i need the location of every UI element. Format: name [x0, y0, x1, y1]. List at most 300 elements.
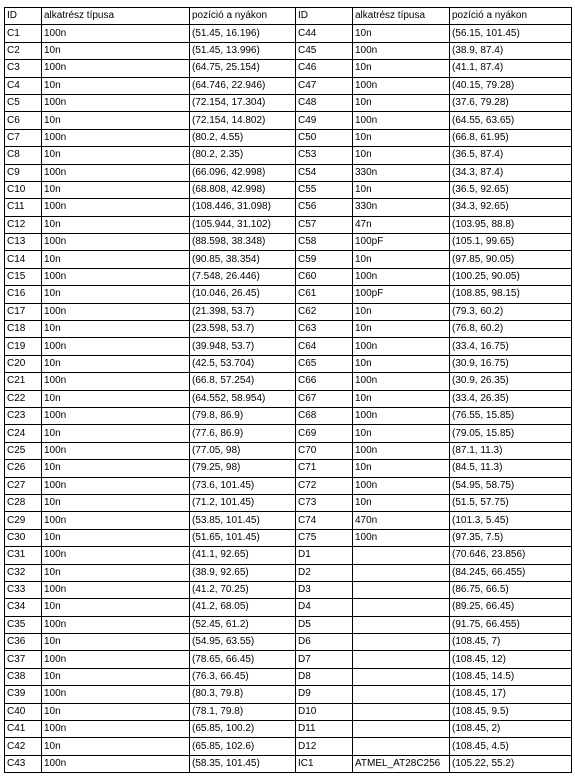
- cell-type: 10n: [353, 129, 450, 146]
- cell-type: 10n: [42, 251, 190, 268]
- cell-id: C2: [5, 42, 42, 59]
- cell-id: C69: [296, 425, 353, 442]
- cell-position: (80.2, 4.55): [190, 129, 296, 146]
- cell-id: C33: [5, 581, 42, 598]
- cell-type: 100n: [42, 442, 190, 459]
- cell-id: C61: [296, 286, 353, 303]
- cell-type: 100n: [42, 94, 190, 111]
- cell-position: (105.1, 99.65): [450, 234, 572, 251]
- cell-type: ATMEL_AT28C256: [353, 755, 450, 772]
- cell-position: (41.1, 87.4): [450, 60, 572, 77]
- cell-type: 100n: [42, 477, 190, 494]
- table-row: [5, 338, 572, 355]
- cell-position: (105.22, 55.2): [450, 755, 572, 772]
- cell-id: D2: [296, 564, 353, 581]
- cell-type: [353, 686, 450, 703]
- cell-position: (70.646, 23.856): [450, 547, 572, 564]
- table-row: [5, 303, 572, 320]
- table-body: [5, 25, 572, 773]
- cell-type: 10n: [353, 147, 450, 164]
- cell-type: 10n: [353, 25, 450, 42]
- cell-id: C44: [296, 25, 353, 42]
- cell-id: C38: [5, 668, 42, 685]
- table-row: [5, 651, 572, 668]
- table-row: [5, 129, 572, 146]
- cell-position: (66.096, 42.998): [190, 164, 296, 181]
- cell-position: (64.552, 58.954): [190, 390, 296, 407]
- cell-position: (88.598, 38.348): [190, 234, 296, 251]
- cell-id: D8: [296, 668, 353, 685]
- cell-id: C4: [5, 77, 42, 94]
- cell-position: (23.598, 53.7): [190, 321, 296, 338]
- cell-id: C25: [5, 442, 42, 459]
- cell-type: 100n: [353, 407, 450, 424]
- cell-type: 10n: [353, 494, 450, 511]
- cell-position: (108.85, 98.15): [450, 286, 572, 303]
- cell-id: C24: [5, 425, 42, 442]
- header-id-left: ID: [5, 8, 42, 25]
- cell-position: (97.35, 7.5): [450, 529, 572, 546]
- cell-position: (86.75, 66.5): [450, 581, 572, 598]
- cell-type: 10n: [353, 355, 450, 372]
- cell-position: (108.45, 7): [450, 634, 572, 651]
- cell-type: 100n: [353, 477, 450, 494]
- cell-id: C27: [5, 477, 42, 494]
- table-row: [5, 686, 572, 703]
- table-row: [5, 42, 572, 59]
- table-row: [5, 425, 572, 442]
- cell-type: 470n: [353, 512, 450, 529]
- cell-id: C65: [296, 355, 353, 372]
- cell-id: C21: [5, 373, 42, 390]
- cell-position: (77.6, 86.9): [190, 425, 296, 442]
- cell-position: (51.65, 101.45): [190, 529, 296, 546]
- cell-type: 10n: [353, 60, 450, 77]
- cell-type: 330n: [353, 164, 450, 181]
- cell-type: [353, 703, 450, 720]
- cell-id: C5: [5, 94, 42, 111]
- cell-id: C71: [296, 460, 353, 477]
- table-row: [5, 703, 572, 720]
- cell-type: 10n: [42, 42, 190, 59]
- document-page: [4, 7, 571, 773]
- cell-type: [353, 721, 450, 738]
- cell-id: C63: [296, 321, 353, 338]
- cell-position: (90.85, 38.354): [190, 251, 296, 268]
- cell-type: 100n: [42, 407, 190, 424]
- cell-id: C46: [296, 60, 353, 77]
- cell-id: C49: [296, 112, 353, 129]
- cell-id: C3: [5, 60, 42, 77]
- cell-type: 100pF: [353, 286, 450, 303]
- cell-id: C12: [5, 216, 42, 233]
- cell-position: (77.05, 98): [190, 442, 296, 459]
- cell-position: (79.3, 60.2): [450, 303, 572, 320]
- cell-id: C66: [296, 373, 353, 390]
- cell-id: C18: [5, 321, 42, 338]
- header-position-left: pozíció a nyákon: [190, 8, 296, 25]
- cell-type: 10n: [42, 460, 190, 477]
- cell-position: (65.85, 100.2): [190, 721, 296, 738]
- cell-position: (65.85, 102.6): [190, 738, 296, 755]
- cell-position: (58.35, 101.45): [190, 755, 296, 772]
- cell-type: 10n: [353, 94, 450, 111]
- cell-position: (33.4, 26.35): [450, 390, 572, 407]
- cell-id: C6: [5, 112, 42, 129]
- cell-id: C34: [5, 599, 42, 616]
- cell-id: C13: [5, 234, 42, 251]
- cell-id: C19: [5, 338, 42, 355]
- cell-position: (21.398, 53.7): [190, 303, 296, 320]
- cell-id: C56: [296, 199, 353, 216]
- cell-type: [353, 564, 450, 581]
- table-row: [5, 321, 572, 338]
- cell-type: 10n: [42, 286, 190, 303]
- cell-position: (76.3, 66.45): [190, 668, 296, 685]
- cell-id: C64: [296, 338, 353, 355]
- cell-id: C32: [5, 564, 42, 581]
- cell-id: C55: [296, 181, 353, 198]
- cell-id: D9: [296, 686, 353, 703]
- cell-id: C43: [5, 755, 42, 772]
- cell-id: C53: [296, 147, 353, 164]
- cell-position: (34.3, 87.4): [450, 164, 572, 181]
- cell-position: (54.95, 63.55): [190, 634, 296, 651]
- cell-type: 100n: [42, 268, 190, 285]
- cell-type: [353, 738, 450, 755]
- table-row: [5, 164, 572, 181]
- cell-position: (87.1, 11.3): [450, 442, 572, 459]
- table-row: [5, 634, 572, 651]
- cell-position: (41.1, 92.65): [190, 547, 296, 564]
- cell-position: (38.9, 92.65): [190, 564, 296, 581]
- cell-type: 10n: [353, 425, 450, 442]
- cell-type: 100n: [42, 755, 190, 772]
- cell-type: [353, 634, 450, 651]
- table-row: [5, 581, 572, 598]
- cell-id: C58: [296, 234, 353, 251]
- cell-position: (71.2, 101.45): [190, 494, 296, 511]
- table-row: [5, 529, 572, 546]
- cell-id: C1: [5, 25, 42, 42]
- cell-position: (79.25, 98): [190, 460, 296, 477]
- cell-type: 10n: [42, 147, 190, 164]
- cell-id: C22: [5, 390, 42, 407]
- cell-position: (34.3, 92.65): [450, 199, 572, 216]
- cell-type: [353, 547, 450, 564]
- cell-position: (68.808, 42.998): [190, 181, 296, 198]
- cell-type: 100n: [353, 112, 450, 129]
- cell-id: C74: [296, 512, 353, 529]
- cell-type: 100n: [42, 373, 190, 390]
- cell-type: 100n: [42, 199, 190, 216]
- cell-position: (72.154, 17.304): [190, 94, 296, 111]
- cell-id: C36: [5, 634, 42, 651]
- cell-type: 10n: [42, 634, 190, 651]
- cell-position: (64.746, 22.946): [190, 77, 296, 94]
- cell-position: (108.45, 4.5): [450, 738, 572, 755]
- cell-id: IC1: [296, 755, 353, 772]
- table-row: [5, 373, 572, 390]
- cell-position: (41.2, 70.25): [190, 581, 296, 598]
- table-row: [5, 251, 572, 268]
- cell-position: (108.45, 9.5): [450, 703, 572, 720]
- cell-id: C14: [5, 251, 42, 268]
- cell-position: (108.446, 31.098): [190, 199, 296, 216]
- cell-type: 100n: [353, 529, 450, 546]
- table-row: [5, 668, 572, 685]
- cell-type: 100n: [42, 338, 190, 355]
- table-row: [5, 286, 572, 303]
- cell-position: (89.25, 66.45): [450, 599, 572, 616]
- cell-id: C30: [5, 529, 42, 546]
- cell-id: C37: [5, 651, 42, 668]
- table-row: [5, 460, 572, 477]
- cell-id: C40: [5, 703, 42, 720]
- cell-position: (53.85, 101.45): [190, 512, 296, 529]
- cell-id: D10: [296, 703, 353, 720]
- cell-id: C42: [5, 738, 42, 755]
- header-type-left: alkatrész típusa: [42, 8, 190, 25]
- cell-position: (80.2, 2.35): [190, 147, 296, 164]
- cell-id: C41: [5, 721, 42, 738]
- cell-type: 10n: [42, 321, 190, 338]
- cell-id: C20: [5, 355, 42, 372]
- cell-position: (42.5, 53.704): [190, 355, 296, 372]
- cell-type: [353, 616, 450, 633]
- table-row: [5, 199, 572, 216]
- cell-position: (40.15, 79.28): [450, 77, 572, 94]
- cell-position: (10.046, 26.45): [190, 286, 296, 303]
- cell-id: C17: [5, 303, 42, 320]
- table-row: [5, 512, 572, 529]
- cell-position: (38.9, 87.4): [450, 42, 572, 59]
- header-position-right: pozíció a nyákon: [450, 8, 572, 25]
- cell-id: C23: [5, 407, 42, 424]
- cell-id: C60: [296, 268, 353, 285]
- cell-position: (30.9, 16.75): [450, 355, 572, 372]
- cell-id: C68: [296, 407, 353, 424]
- cell-id: D5: [296, 616, 353, 633]
- cell-position: (76.8, 60.2): [450, 321, 572, 338]
- cell-type: [353, 581, 450, 598]
- cell-type: 10n: [42, 494, 190, 511]
- table-row: [5, 147, 572, 164]
- cell-id: C50: [296, 129, 353, 146]
- table-row: [5, 721, 572, 738]
- cell-id: C48: [296, 94, 353, 111]
- cell-type: 100n: [42, 651, 190, 668]
- table-row: [5, 738, 572, 755]
- cell-position: (108.45, 17): [450, 686, 572, 703]
- cell-position: (52.45, 61.2): [190, 616, 296, 633]
- cell-position: (100.25, 90.05): [450, 268, 572, 285]
- cell-type: [353, 599, 450, 616]
- cell-position: (54.95, 58.75): [450, 477, 572, 494]
- cell-id: D3: [296, 581, 353, 598]
- cell-type: 10n: [42, 668, 190, 685]
- cell-id: D1: [296, 547, 353, 564]
- cell-type: 10n: [42, 355, 190, 372]
- cell-type: 100n: [42, 547, 190, 564]
- cell-type: 10n: [42, 738, 190, 755]
- cell-type: 47n: [353, 216, 450, 233]
- cell-id: C31: [5, 547, 42, 564]
- cell-position: (51.45, 13.996): [190, 42, 296, 59]
- cell-id: D11: [296, 721, 353, 738]
- table-row: [5, 77, 572, 94]
- cell-type: 10n: [353, 460, 450, 477]
- table-row: [5, 234, 572, 251]
- cell-type: 100n: [42, 129, 190, 146]
- cell-position: (108.45, 2): [450, 721, 572, 738]
- table-row: [5, 268, 572, 285]
- cell-position: (78.1, 79.8): [190, 703, 296, 720]
- cell-id: C7: [5, 129, 42, 146]
- cell-position: (64.55, 63.65): [450, 112, 572, 129]
- cell-type: 100n: [42, 616, 190, 633]
- table-row: [5, 390, 572, 407]
- table-row: [5, 755, 572, 772]
- cell-position: (108.45, 14.5): [450, 668, 572, 685]
- cell-type: 100n: [353, 442, 450, 459]
- cell-type: 10n: [42, 599, 190, 616]
- cell-position: (108.45, 12): [450, 651, 572, 668]
- table-row: [5, 599, 572, 616]
- cell-position: (56.15, 101.45): [450, 25, 572, 42]
- cell-id: C35: [5, 616, 42, 633]
- cell-type: 330n: [353, 199, 450, 216]
- cell-id: D4: [296, 599, 353, 616]
- cell-type: 100n: [42, 512, 190, 529]
- cell-id: C67: [296, 390, 353, 407]
- cell-type: 100n: [353, 338, 450, 355]
- cell-type: 100n: [42, 303, 190, 320]
- cell-id: C59: [296, 251, 353, 268]
- cell-type: 100n: [42, 234, 190, 251]
- cell-position: (103.95, 88.8): [450, 216, 572, 233]
- cell-type: 10n: [42, 529, 190, 546]
- cell-id: C45: [296, 42, 353, 59]
- cell-position: (37.6, 79.28): [450, 94, 572, 111]
- cell-type: 10n: [42, 112, 190, 129]
- table-row: [5, 60, 572, 77]
- cell-position: (51.45, 16.196): [190, 25, 296, 42]
- cell-type: [353, 668, 450, 685]
- cell-type: 100n: [42, 721, 190, 738]
- cell-type: 100n: [42, 164, 190, 181]
- table-row: [5, 216, 572, 233]
- cell-id: D12: [296, 738, 353, 755]
- cell-id: C70: [296, 442, 353, 459]
- cell-type: 10n: [42, 564, 190, 581]
- cell-type: 10n: [42, 425, 190, 442]
- cell-type: 100n: [353, 373, 450, 390]
- cell-type: [353, 651, 450, 668]
- cell-position: (72.154, 14.802): [190, 112, 296, 129]
- cell-type: 100n: [42, 581, 190, 598]
- table-row: [5, 477, 572, 494]
- table-row: [5, 25, 572, 42]
- cell-position: (66.8, 57.254): [190, 373, 296, 390]
- cell-id: C8: [5, 147, 42, 164]
- table-row: [5, 181, 572, 198]
- cell-position: (39.948, 53.7): [190, 338, 296, 355]
- cell-id: C11: [5, 199, 42, 216]
- table-row: [5, 407, 572, 424]
- cell-type: 100pF: [353, 234, 450, 251]
- cell-id: C29: [5, 512, 42, 529]
- cell-type: 10n: [353, 321, 450, 338]
- cell-position: (41.2, 68.05): [190, 599, 296, 616]
- cell-position: (91.75, 66.455): [450, 616, 572, 633]
- table-row: [5, 547, 572, 564]
- cell-type: 100n: [42, 25, 190, 42]
- cell-type: 100n: [42, 686, 190, 703]
- cell-position: (66.8, 61.95): [450, 129, 572, 146]
- cell-type: 10n: [42, 181, 190, 198]
- table-row: [5, 442, 572, 459]
- table-row: [5, 94, 572, 111]
- cell-id: C28: [5, 494, 42, 511]
- cell-position: (30.9, 26.35): [450, 373, 572, 390]
- cell-position: (79.8, 86.9): [190, 407, 296, 424]
- cell-position: (79.05, 15.85): [450, 425, 572, 442]
- cell-id: C75: [296, 529, 353, 546]
- cell-type: 10n: [353, 181, 450, 198]
- cell-type: 100n: [353, 42, 450, 59]
- cell-position: (84.5, 11.3): [450, 460, 572, 477]
- cell-id: C54: [296, 164, 353, 181]
- cell-type: 100n: [353, 77, 450, 94]
- cell-position: (64.75, 25.154): [190, 60, 296, 77]
- cell-id: C9: [5, 164, 42, 181]
- cell-position: (36.5, 87.4): [450, 147, 572, 164]
- table-row: [5, 616, 572, 633]
- cell-type: 100n: [42, 60, 190, 77]
- cell-type: 10n: [42, 77, 190, 94]
- cell-position: (80.3, 79.8): [190, 686, 296, 703]
- cell-position: (33.4, 16.75): [450, 338, 572, 355]
- cell-position: (51.5, 57.75): [450, 494, 572, 511]
- cell-id: C26: [5, 460, 42, 477]
- cell-id: C73: [296, 494, 353, 511]
- cell-id: D6: [296, 634, 353, 651]
- cell-id: C62: [296, 303, 353, 320]
- cell-type: 10n: [42, 703, 190, 720]
- table-row: [5, 564, 572, 581]
- cell-id: C57: [296, 216, 353, 233]
- cell-position: (101.3, 5.45): [450, 512, 572, 529]
- cell-type: 10n: [42, 216, 190, 233]
- table-row: [5, 355, 572, 372]
- cell-position: (7.548, 26.446): [190, 268, 296, 285]
- cell-id: C15: [5, 268, 42, 285]
- cell-position: (84.245, 66.455): [450, 564, 572, 581]
- header-id-right: ID: [296, 8, 353, 25]
- table-header-row: [5, 8, 572, 25]
- cell-type: 10n: [353, 303, 450, 320]
- cell-type: 100n: [353, 268, 450, 285]
- cell-position: (36.5, 92.65): [450, 181, 572, 198]
- cell-id: D7: [296, 651, 353, 668]
- cell-id: C47: [296, 77, 353, 94]
- cell-id: C16: [5, 286, 42, 303]
- header-type-right: alkatrész típusa: [353, 8, 450, 25]
- table-row: [5, 494, 572, 511]
- cell-position: (105.944, 31.102): [190, 216, 296, 233]
- cell-position: (76.55, 15.85): [450, 407, 572, 424]
